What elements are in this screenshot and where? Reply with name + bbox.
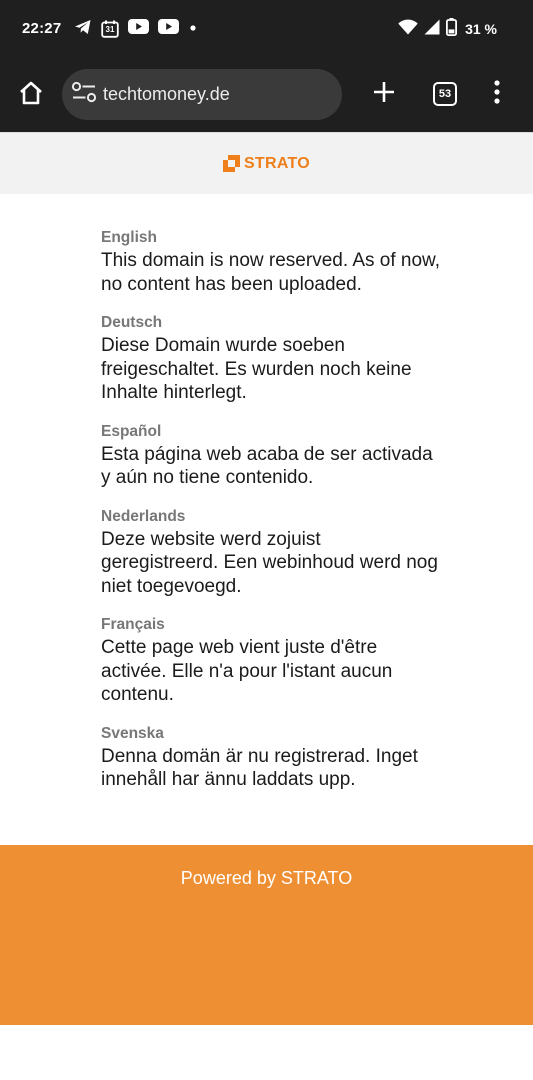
new-tab-button[interactable] [369,79,399,109]
language-name: English [101,229,157,246]
tabs-icon: 53 [433,82,457,106]
wifi-icon [398,19,418,40]
language-name: Svenska [101,724,164,742]
page-footer [0,845,533,1025]
language-name: Español [101,422,162,440]
tab-switcher-button[interactable] [430,79,460,109]
reserved-domain-messages [101,228,441,809]
site-settings-icon [71,81,97,108]
message-nederlands [101,507,441,599]
youtube-icon [158,19,179,39]
system-icons [398,18,497,40]
more-options-button[interactable] [484,79,510,109]
language-message: This domain is now reserved. As of now, no content has been uploaded. [101,250,440,295]
language-name: Deutsch [101,314,163,331]
browser-chrome [0,0,533,132]
message-francais [101,615,441,707]
language-message: Denna domän är nu registrerad. Inget innehåll har ännu laddats upp. [101,745,418,790]
calendar-icon [101,20,119,38]
more-vert-icon [493,80,501,109]
powered-by-link[interactable]: Powered by STRATO [180,868,353,888]
dot-icon [188,20,198,38]
language-message: Esta página web acaba de ser activada y aún no tiene contenido. [101,443,433,488]
page-header [0,132,533,194]
status-time: 22:27 [22,20,62,37]
youtube-icon [128,19,149,39]
strato-logo-icon [223,155,240,172]
language-message: Cette page web vient juste d'être activée. Elle n'a pour l'istant aucun contenu. [101,637,393,705]
battery-percent: 31 % [465,21,497,37]
browser-toolbar [0,68,533,120]
message-english [101,228,441,296]
calendar-day: 31 [105,25,115,34]
plus-icon [372,80,396,109]
message-deutsch [101,313,441,405]
home-icon [18,80,44,111]
battery-icon [446,18,457,41]
status-bar [0,0,533,58]
notification-icons [74,19,198,39]
language-name: Français [101,616,165,633]
language-message: Diese Domain wurde soeben freigeschaltet. Es wurden noch keine Inhalte hinterlegt. [101,335,412,403]
url-text[interactable]: techtomoney.de [103,84,230,104]
telegram-icon [74,19,92,40]
address-bar[interactable] [62,69,342,120]
language-name: Nederlands [101,507,186,525]
logo-text: STRATO [243,154,311,172]
home-button[interactable] [14,78,48,112]
message-espanol [101,422,441,490]
site-settings-button[interactable] [70,81,98,109]
signal-icon [424,19,440,40]
strato-logo [223,155,310,173]
message-svenska [101,724,441,792]
language-message: Deze website werd zojuist geregistreerd. Een webinhoud werd nog niet toegevoegd. [101,528,438,597]
